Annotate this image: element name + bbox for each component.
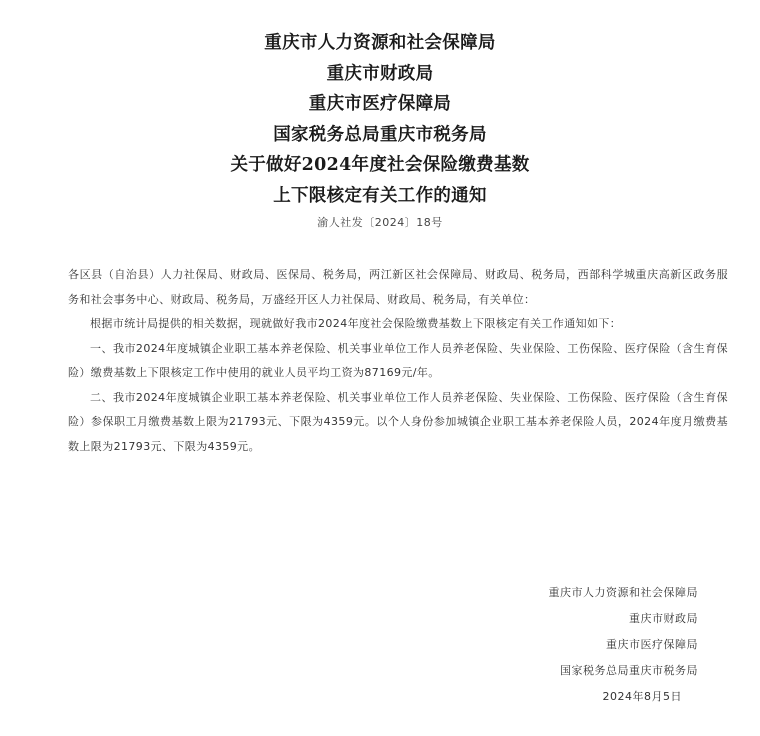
item-one-paragraph: 一、我市2024年度城镇企业职工基本养老保险、机关事业单位工作人员养老保险、失业保险、工伤保险、医疗保险（含生育保险）缴费基数上下限核定工作中使用的就业人员平均工资为87169元/年。: [68, 341, 728, 379]
recipients-paragraph: 各区县（自治县）人力社保局、财政局、医保局、税务局，两江新区社会保障局、财政局、税务局，西部科学城重庆高新区政务服务和社会事务中心、财政局、税务局，万盛经开区人力社保局、财政局、税务局，有关单位：: [68, 268, 728, 306]
signature-block: [549, 580, 699, 710]
signature-issuer-hrss: 重庆市人力资源和社会保障局: [548, 586, 698, 599]
document-header: [0, 28, 760, 211]
issuer-title-tax: 国家税务总局重庆市税务局: [273, 124, 487, 145]
issue-date: 2024年8月5日: [602, 690, 682, 703]
document-number: 渝人社发〔2024〕18号: [317, 216, 443, 229]
issuer-title-hrss: 重庆市人力资源和社会保障局: [264, 33, 496, 53]
issuer-title-medical-security: 重庆市医疗保障局: [308, 94, 452, 114]
signature-issuer-finance: 重庆市财政局: [629, 612, 698, 625]
intro-paragraph: 根据市统计局提供的相关数据，现就做好我市2024年度社会保险缴费基数上下限核定有关工作通知如下：: [90, 317, 622, 330]
document-body: [68, 263, 728, 459]
item-two-paragraph: 二、我市2024年度城镇企业职工基本养老保险、机关事业单位工作人员养老保险、失业保险、工伤保险、医疗保险（含生育保险）参保职工月缴费基数上限为21793元、下限为4359元。以个人身份参加城镇企业职工基本养老保险人员，2024年度月缴费基数上限为21793元、下限为4359元。: [68, 390, 728, 453]
issuer-title-finance: 重庆市财政局: [326, 63, 434, 84]
notice-title-line-2: 上下限核定有关工作的通知: [273, 185, 487, 206]
notice-title-line-1: 关于做好2024年度社会保险缴费基数: [230, 155, 530, 175]
signature-issuer-medical-security: 重庆市医疗保障局: [606, 638, 698, 651]
signature-issuer-tax: 国家税务总局重庆市税务局: [560, 664, 698, 677]
